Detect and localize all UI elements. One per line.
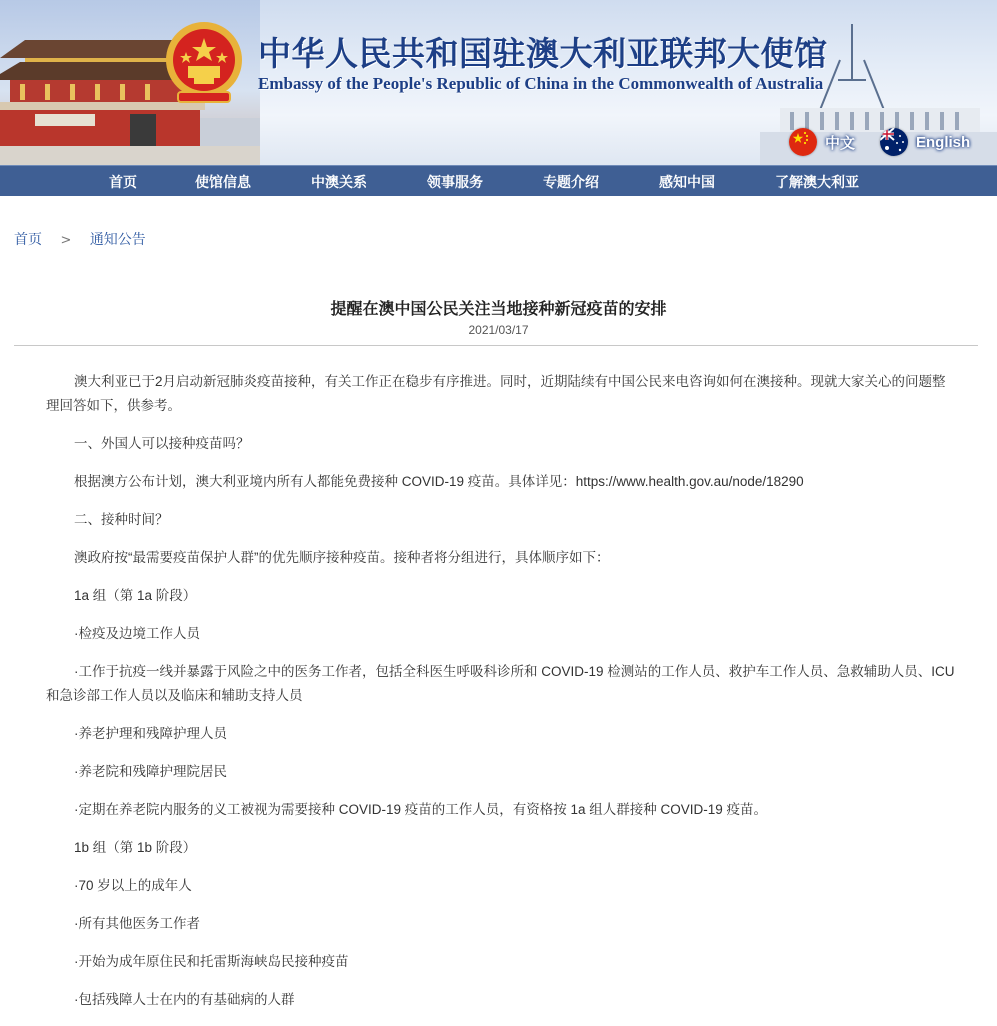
list-item: ·养老院和残障护理院居民 [74,764,227,779]
nav-item-topics[interactable]: 专题介绍 [543,175,599,191]
list-item: ·检疫及边境工作人员 [74,626,200,641]
nav-item-china-australia[interactable]: 中澳关系 [311,175,367,191]
lang-switch-cn[interactable] [789,128,855,156]
list-item: ·工作于抗疫一线并暴露于风险之中的医务工作者，包括全科医生呼吸科诊所和 COVID-19 检测站的工作人员、救护车工作人员、急救辅助人员、ICU 和急诊部工作人员以及临床和辅助支持人员 [46,664,955,703]
national-emblem-icon [164,16,244,108]
list-item: ·定期在养老院内服务的义工被视为需要接种 COVID-19 疫苗的工作人员，有资格按 1a 组人群接种 COVID-19 疫苗。 [74,802,768,817]
list-item: ·所有其他医务工作者 [74,916,200,931]
list-item: ·养老护理和残障护理人员 [74,726,227,741]
paragraph-priority: 澳政府按“最需要疫苗保护人群”的优先顺序接种疫苗。接种者将分组进行，具体顺序如下： [74,550,610,565]
nav-item-home[interactable]: 首页 [109,175,137,191]
list-item: ·包括残障人士在内的有基础病的人群 [74,992,295,1007]
breadcrumb-separator: > [60,233,72,248]
embassy-title-en: Embassy of the People's Republic of China in the Commonwealth of Australia [258,74,824,93]
title-divider [14,345,978,346]
lang-en-label: English [916,133,971,151]
header-banner [0,0,997,165]
australia-flag-icon [880,128,908,156]
lang-cn-label: 中文 [825,134,856,152]
group-1b-heading: 1b 组（第 1b 阶段） [74,840,197,855]
heading-q1: 一、外国人可以接种疫苗吗？ [74,436,250,451]
lang-switch-en[interactable] [880,128,970,156]
breadcrumb-current[interactable]: 通知公告 [89,232,146,248]
group-1a-heading: 1a 组（第 1a 阶段） [74,588,197,603]
nav-item-consular[interactable]: 领事服务 [427,175,483,191]
nav-item-perceive-china[interactable]: 感知中国 [659,175,715,191]
china-flag-icon [789,128,817,156]
paragraph-intro: 澳大利亚已于2月启动新冠肺炎疫苗接种，有关工作正在稳步有序推进。同时，近期陆续有中国公民来电咨询如何在澳接种。现就大家关心的问题整理回答如下，供参考。 [46,374,946,413]
nav-item-about-australia[interactable]: 了解澳大利亚 [775,175,859,191]
paragraph-answer-1: 根据澳方公布计划，澳大利亚境内所有人都能免费接种 COVID-19 疫苗。具体详见：https://www.health.gov.au/node/18290 [74,474,804,489]
breadcrumb-home[interactable]: 首页 [14,232,42,248]
nav-item-embassy-info[interactable]: 使馆信息 [195,175,251,191]
heading-q2: 二、接种时间？ [74,512,169,527]
article-date: 2021/03/17 [468,323,529,337]
embassy-title-cn: 中华人民共和国驻澳大利亚联邦大使馆 [258,34,828,73]
article-title: 提醒在澳中国公民关注当地接种新冠疫苗的安排 [330,299,667,318]
list-item: ·70 岁以上的成年人 [74,878,192,893]
breadcrumb [14,229,146,249]
article-body [46,370,956,1026]
list-item: ·开始为成年原住民和托雷斯海峡岛民接种疫苗 [74,954,349,969]
main-nav [0,165,997,196]
